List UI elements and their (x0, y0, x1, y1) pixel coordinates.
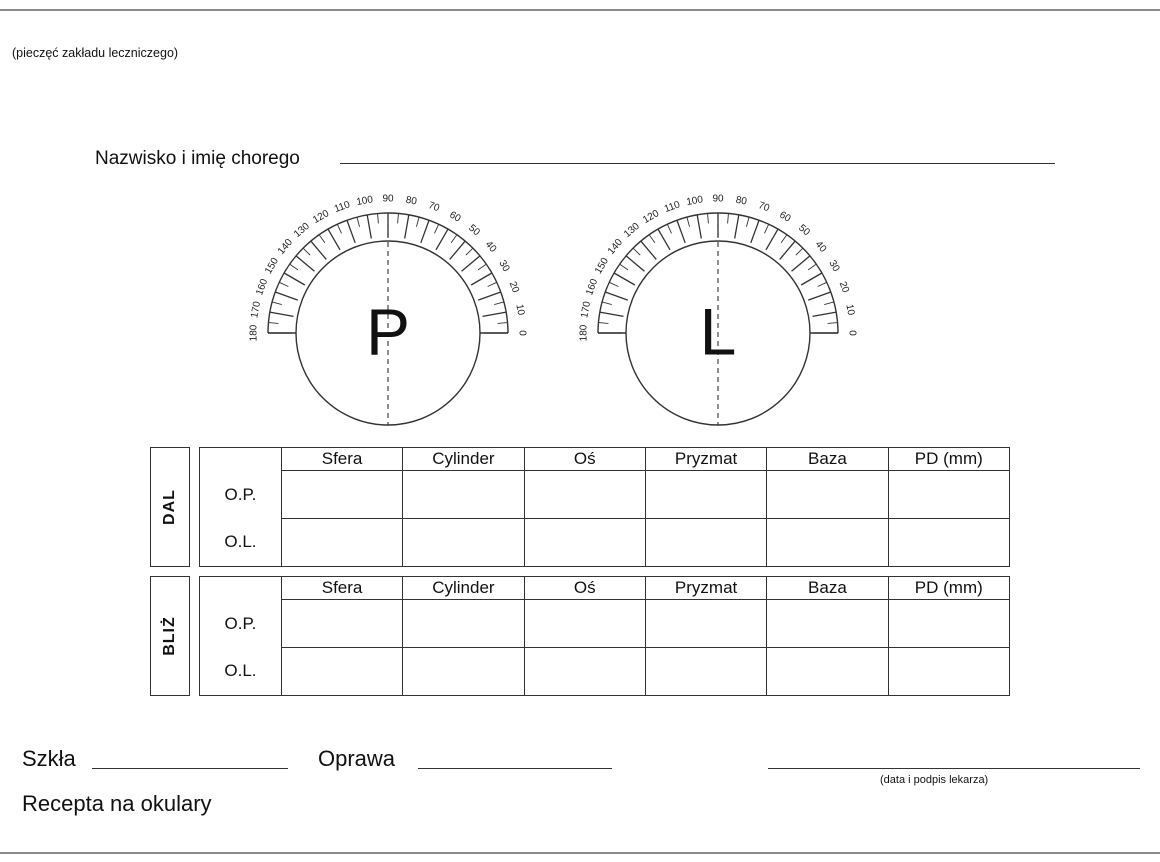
left-dial-tick (614, 273, 635, 285)
document-title: Recepta na okulary (22, 791, 212, 816)
left-dial-tick (687, 217, 690, 227)
right-dial-tick (450, 241, 465, 259)
left-dial-tick (781, 235, 787, 243)
right-dial-tick (270, 312, 294, 316)
bliz-ol-prism-cell[interactable] (645, 648, 766, 696)
dal-op-axis-cell[interactable] (524, 471, 645, 519)
left-dial-tick (728, 213, 729, 223)
left-dial-tick (824, 302, 834, 305)
glasses-label: Szkła (22, 746, 76, 771)
row-label-left-eye: O.L. (200, 648, 282, 696)
col-header-base: Baza (767, 577, 888, 600)
right-eye-dial[interactable] (249, 194, 528, 425)
dal-ol-prism-cell[interactable] (645, 519, 766, 567)
frame-label: Oprawa (318, 746, 396, 771)
right-dial-tick (328, 229, 340, 250)
near-label-box (150, 576, 190, 696)
signature-label: (data i podpis lekarza) (880, 774, 989, 786)
col-header-cylinder: Cylinder (403, 577, 524, 600)
left-dial-tick (780, 241, 795, 259)
right-dial-tick-label: 20 (506, 280, 521, 295)
right-dial-tick-label: 130 (292, 220, 312, 241)
left-dial-tick (626, 256, 644, 271)
right-dial-tick (488, 282, 497, 286)
left-dial-tick-label: 120 (641, 208, 662, 227)
right-dial-tick (347, 220, 355, 243)
dal-op-cylinder-cell[interactable] (403, 471, 524, 519)
col-header-prism: Pryzmat (645, 577, 766, 600)
right-dial-tick (478, 264, 486, 270)
right-eye-letter: P (365, 294, 411, 369)
right-dial-tick (311, 241, 326, 259)
bliz-op-base-cell[interactable] (767, 600, 888, 648)
left-dial-tick-label: 90 (712, 193, 724, 205)
right-dial-tick (290, 264, 298, 270)
left-dial-tick-label: 110 (662, 199, 682, 216)
right-dial-tick (405, 215, 409, 239)
left-dial-tick (746, 217, 749, 227)
left-dial-tick-label: 140 (605, 237, 626, 257)
right-dial-tick-label: 80 (404, 194, 418, 208)
right-dial-tick (436, 229, 448, 250)
right-dial-tick (378, 213, 379, 223)
patient-name-field[interactable] (340, 163, 1055, 164)
right-dial-tick (357, 217, 360, 227)
right-dial-tick-label: 170 (249, 300, 264, 319)
top-border (0, 9, 1160, 11)
bottom-border (0, 852, 1160, 854)
dal-op-pd-cell[interactable] (888, 471, 1009, 519)
left-dial-tick-label: 40 (812, 239, 829, 255)
right-dial-tick (451, 235, 457, 243)
right-dial-tick-label: 160 (254, 277, 271, 297)
left-dial-tick-label: 20 (836, 280, 851, 295)
left-dial-tick (677, 220, 685, 243)
right-dial-tick (319, 235, 325, 243)
left-dial-tick (600, 312, 624, 316)
distance-label-box (150, 447, 190, 567)
right-dial-tick-label: 70 (426, 200, 441, 215)
left-dial-tick-label: 160 (584, 277, 601, 297)
left-dial-tick (801, 273, 822, 285)
right-dial-tick (471, 273, 492, 285)
dal-ol-sphere-cell[interactable] (281, 519, 402, 567)
right-dial-tick (296, 256, 314, 271)
left-dial-tick (796, 248, 803, 255)
left-dial-tick-label: 70 (756, 200, 771, 215)
right-dial-tick-label: 120 (311, 208, 332, 227)
row-label-right-eye: O.P. (200, 471, 282, 519)
bliz-op-axis-cell[interactable] (524, 600, 645, 648)
left-dial-tick (735, 215, 739, 239)
left-dial-tick-label: 170 (579, 300, 594, 319)
left-dial-tick-label: 50 (796, 222, 812, 239)
eye-header-cell (200, 577, 282, 600)
right-dial-tick-label: 50 (466, 222, 482, 239)
right-dial-tick (367, 215, 371, 239)
left-dial-tick-label: 130 (622, 220, 642, 241)
col-header-axis: Oś (524, 577, 645, 600)
col-header-pd: PD (mm) (888, 577, 1009, 600)
right-dial-tick (337, 224, 341, 233)
right-dial-tick (494, 302, 504, 305)
left-dial-tick (667, 224, 671, 233)
left-dial-tick (813, 312, 837, 316)
left-dial-tick-label: 180 (578, 324, 590, 342)
right-dial-tick (462, 256, 480, 271)
left-dial-tick-label: 80 (734, 194, 748, 208)
dal-ol-cylinder-cell[interactable] (403, 519, 524, 567)
near-table (199, 576, 1010, 696)
right-dial-tick (421, 220, 429, 243)
right-dial-tick-label: 40 (482, 239, 499, 255)
bliz-ol-pd-cell[interactable] (888, 648, 1009, 696)
left-dial-tick (808, 292, 831, 300)
dal-ol-base-cell[interactable] (767, 519, 888, 567)
near-label: BLIŻ (161, 616, 178, 656)
right-dial-tick (434, 224, 438, 233)
left-dial-tick-label: 10 (843, 303, 857, 317)
glasses-field[interactable] (92, 768, 288, 769)
right-dial-tick-label: 110 (332, 199, 352, 216)
distance-label: DAL (161, 489, 178, 525)
bliz-ol-sphere-cell[interactable] (281, 648, 402, 696)
bliz-op-prism-cell[interactable] (645, 600, 766, 648)
bliz-ol-base-cell[interactable] (767, 648, 888, 696)
col-header-cylinder: Cylinder (403, 448, 524, 471)
left-dial-tick (605, 292, 628, 300)
right-dial-tick-label: 60 (447, 209, 463, 225)
left-dial-tick (598, 323, 608, 324)
right-dial-tick (303, 248, 310, 255)
distance-table (199, 447, 1010, 567)
right-dial-tick (284, 273, 305, 285)
eye-header-cell (200, 448, 282, 471)
right-dial-tick-label: 140 (275, 237, 296, 257)
right-dial-tick (498, 323, 508, 324)
left-dial-tick (708, 213, 709, 223)
left-dial-tick (766, 229, 778, 250)
left-dial-tick-label: 100 (685, 194, 704, 209)
left-eye-letter: L (699, 294, 737, 369)
right-dial-tick (416, 217, 419, 227)
left-dial-tick-label: 30 (826, 258, 842, 274)
left-dial-tick (828, 323, 838, 324)
right-dial-tick-label: 30 (496, 258, 512, 274)
left-eye-dial[interactable] (579, 194, 858, 425)
right-dial-tick-label: 10 (513, 303, 527, 317)
bliz-op-sphere-cell[interactable] (281, 600, 402, 648)
left-dial-tick-label: 60 (777, 209, 793, 225)
left-dial-tick (602, 302, 612, 305)
col-header-sphere: Sfera (281, 448, 402, 471)
axis-dials (235, 185, 875, 435)
right-dial-tick-label: 100 (355, 194, 374, 209)
right-dial-tick (398, 213, 399, 223)
col-header-axis: Oś (524, 448, 645, 471)
col-header-base: Baza (767, 448, 888, 471)
left-dial-tick (751, 220, 759, 243)
left-dial-tick (808, 264, 816, 270)
left-dial-tick (633, 248, 640, 255)
right-dial-tick (279, 282, 288, 286)
col-header-pd: PD (mm) (888, 448, 1009, 471)
frame-field[interactable] (418, 768, 612, 769)
right-dial-tick (275, 292, 298, 300)
dal-op-sphere-cell[interactable] (281, 471, 402, 519)
col-header-sphere: Sfera (281, 577, 402, 600)
right-dial-tick-label: 0 (516, 330, 528, 336)
dal-op-prism-cell[interactable] (645, 471, 766, 519)
left-dial-tick (609, 282, 618, 286)
col-header-prism: Pryzmat (645, 448, 766, 471)
right-dial-tick-label: 180 (248, 324, 260, 342)
right-dial-tick (272, 302, 282, 305)
right-dial-tick (483, 312, 507, 316)
left-dial-tick (764, 224, 768, 233)
right-dial-tick (466, 248, 473, 255)
left-dial-tick (620, 264, 628, 270)
right-dial-tick-label: 90 (382, 193, 394, 205)
left-dial-tick (818, 282, 827, 286)
bliz-ol-axis-cell[interactable] (524, 648, 645, 696)
stamp-label: (pieczęć zakładu leczniczego) (12, 46, 179, 60)
left-dial-tick (641, 241, 656, 259)
dal-ol-axis-cell[interactable] (524, 519, 645, 567)
left-dial-tick (649, 235, 655, 243)
bliz-op-cylinder-cell[interactable] (403, 600, 524, 648)
signature-field[interactable] (768, 768, 1140, 769)
row-label-right-eye: O.P. (200, 600, 282, 648)
patient-name-label: Nazwisko i imię chorego (95, 148, 300, 169)
dal-ol-pd-cell[interactable] (888, 519, 1009, 567)
right-dial-tick-label: 150 (263, 256, 282, 277)
left-dial-tick (697, 215, 701, 239)
left-dial-tick (658, 229, 670, 250)
left-dial-tick-label: 0 (846, 330, 858, 336)
right-dial-tick (478, 292, 501, 300)
left-dial-tick (792, 256, 810, 271)
dal-op-base-cell[interactable] (767, 471, 888, 519)
bliz-ol-cylinder-cell[interactable] (403, 648, 524, 696)
left-dial-tick-label: 150 (593, 256, 612, 277)
bliz-op-pd-cell[interactable] (888, 600, 1009, 648)
row-label-left-eye: O.L. (200, 519, 282, 567)
right-dial-tick (268, 323, 278, 324)
